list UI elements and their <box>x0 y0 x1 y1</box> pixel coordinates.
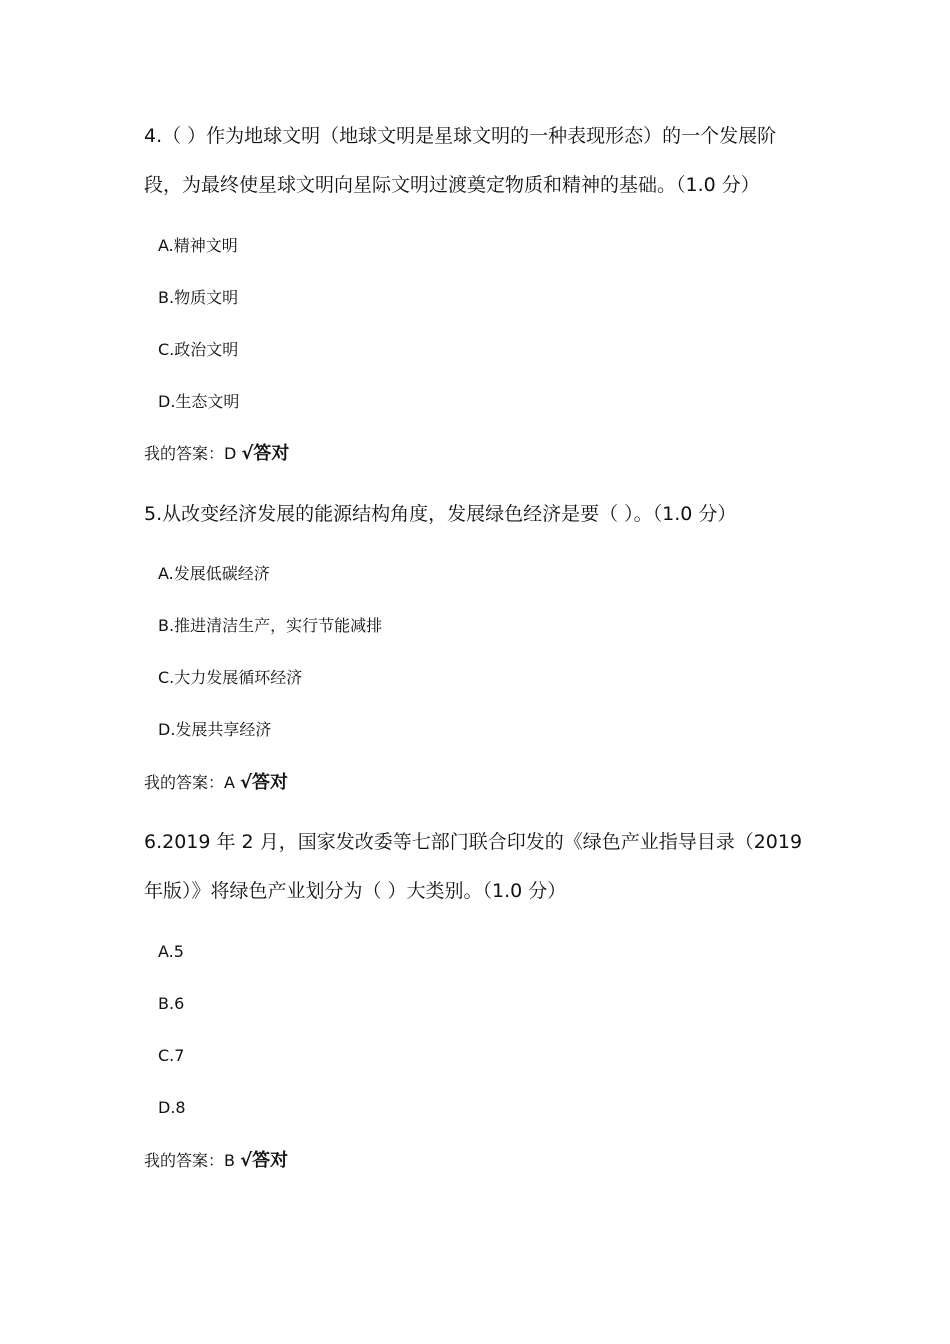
answer-label: 我的答案：A <box>144 773 235 792</box>
my-answer <box>144 1150 288 1172</box>
option-c: C.7 <box>158 1046 185 1065</box>
option-d: D.8 <box>158 1098 186 1117</box>
correct-mark: √答对 <box>240 772 289 793</box>
question-stem: 4.（ ）作为地球文明（地球文明是星球文明的一种表现形态）的一个发展阶段，为最终使星球文明向星际文明过渡奠定物质和精神的基础。（1.0 分） <box>144 125 777 196</box>
answer-label: 我的答案：D <box>144 444 237 463</box>
correct-mark: √答对 <box>241 443 290 464</box>
my-answer <box>144 772 288 794</box>
option-c: C.政治文明 <box>158 340 239 359</box>
option-d: D.生态文明 <box>158 392 240 411</box>
option-b: B.6 <box>158 994 185 1013</box>
answer-label: 我的答案：B <box>144 1151 235 1170</box>
option-a: A.发展低碳经济 <box>158 564 270 583</box>
correct-mark: √答对 <box>240 1150 289 1171</box>
option-a: A.5 <box>158 942 184 961</box>
option-a: A.精神文明 <box>158 236 238 255</box>
option-c: C.大力发展循环经济 <box>158 668 303 687</box>
option-d: D.发展共享经济 <box>158 720 272 739</box>
question-stem: 5.从改变经济发展的能源结构角度，发展绿色经济是要（ ）。（1.0 分） <box>144 503 737 525</box>
option-b: B.推进清洁生产，实行节能减排 <box>158 616 383 635</box>
question-stem: 6.2019 年 2 月，国家发改委等七部门联合印发的《绿色产业指导目录（2019 年版）》将绿色产业划分为（ ）大类别。（1.0 分） <box>144 831 803 902</box>
option-b: B.物质文明 <box>158 288 239 307</box>
my-answer <box>144 443 289 465</box>
